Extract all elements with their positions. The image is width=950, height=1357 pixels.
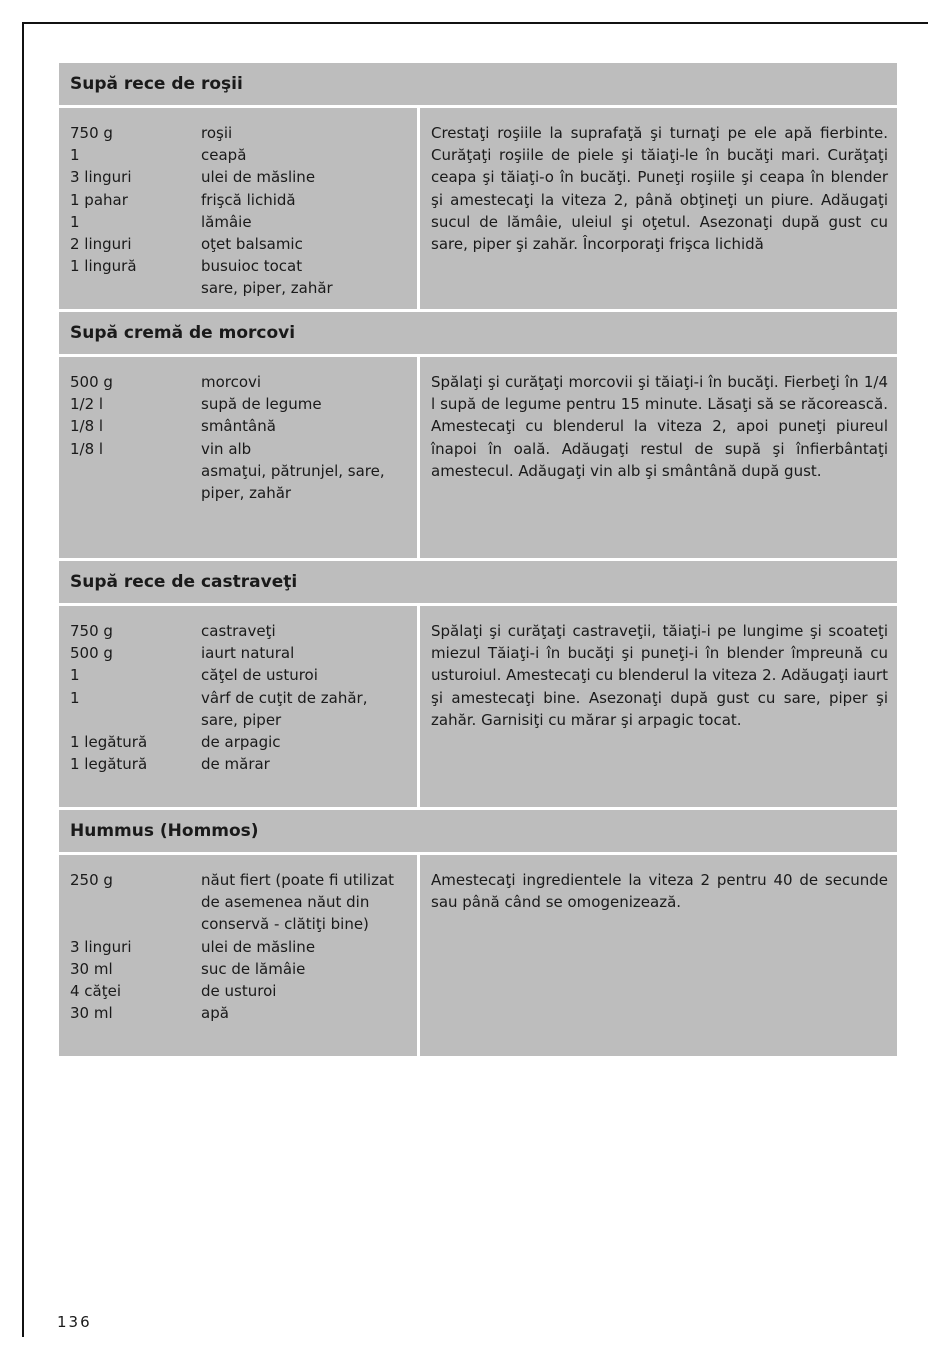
ingredient-name: ulei de măsline — [201, 168, 316, 187]
ingredient-quantity: 1 legătură — [70, 733, 148, 752]
ingredient-quantity: 30 ml — [70, 959, 113, 978]
ingredient-quantity: 30 ml — [70, 1004, 113, 1023]
recipe-card — [59, 63, 897, 309]
ingredient-row — [70, 189, 417, 211]
ingredient-quantity — [70, 277, 201, 299]
ingredient-name: vin alb — [201, 439, 252, 458]
ingredient-row — [70, 620, 417, 642]
ingredient-name: asmaţui, pătrunjel, sare, piper, zahăr — [201, 461, 385, 503]
ingredient-quantity: 1 — [70, 212, 80, 231]
ingredient-quantity: 1 — [70, 666, 80, 685]
page-number: 136 — [57, 1313, 92, 1331]
ingredient-name: supă de legume — [201, 395, 322, 414]
recipe-title: Supă rece de roşii — [59, 63, 897, 108]
ingredient-row — [70, 664, 417, 686]
directions-text: Spălaţi şi curăţaţi morcovii şi tăiaţi-i în bucăţi. Fierbeţi în 1/4 l supă de legume pentru 15 minute. Lăsaţi să se răcorească. Amestecaţi cu blenderul la viteza 2, apoi puneţi piureul înapoi în oală. Adăugaţi restul de supă şi înfierbântaţi amestecul. Adăugaţi vin alb şi smântână după gust. — [420, 357, 897, 558]
ingredient-row — [70, 1002, 417, 1024]
ingredient-quantity: 3 linguri — [70, 937, 132, 956]
ingredient-name: vârf de cuţit de zahăr, sare, piper — [201, 688, 368, 729]
ingredient-quantity: 500 g — [70, 644, 113, 663]
ingredient-quantity: 3 linguri — [70, 168, 132, 187]
ingredient-row — [70, 277, 417, 299]
recipe-card — [59, 810, 897, 1056]
ingredient-quantity: 1 — [70, 146, 80, 165]
ingredient-name: busuioc tocat — [201, 257, 303, 276]
ingredients-panel — [59, 357, 417, 558]
ingredient-name: oţet balsamic — [201, 235, 303, 254]
directions-text: Amestecaţi ingredientele la viteza 2 pentru 40 de secunde sau până când se omogenizează. — [420, 855, 897, 1056]
ingredient-quantity: 750 g — [70, 622, 113, 640]
ingredient-name: roşii — [201, 124, 233, 142]
ingredient-name: suc de lămâie — [201, 959, 306, 978]
ingredient-quantity — [70, 460, 201, 504]
ingredient-quantity: 4 căţei — [70, 982, 122, 1001]
ingredient-quantity: 250 g — [70, 871, 113, 889]
recipe-card — [59, 312, 897, 558]
ingredient-quantity: 1 — [70, 688, 80, 707]
recipe-card — [59, 561, 897, 807]
ingredients-panel — [59, 606, 417, 807]
ingredients-panel — [59, 855, 417, 1056]
recipe-title: Hummus (Hommos) — [59, 810, 897, 855]
ingredient-row — [70, 869, 417, 936]
ingredient-row — [70, 415, 417, 437]
ingredient-name: năut fiert (poate fi utilizat de asemenea năut din conservă - clătiţi bine) — [201, 871, 395, 934]
recipe-title: Supă cremă de morcovi — [59, 312, 897, 357]
ingredient-quantity: 1 lingură — [70, 257, 137, 276]
ingredient-name: frişcă lichidă — [201, 190, 296, 209]
ingredient-name: lămâie — [201, 212, 252, 231]
ingredient-name: de usturoi — [201, 982, 277, 1001]
ingredient-name: de arpagic — [201, 733, 281, 752]
ingredient-quantity: 2 linguri — [70, 235, 132, 254]
ingredient-row — [70, 460, 417, 504]
ingredient-row — [70, 980, 417, 1002]
top-border-line — [22, 22, 928, 24]
ingredient-name: apă — [201, 1004, 229, 1023]
ingredient-row — [70, 371, 417, 393]
ingredient-row — [70, 958, 417, 980]
ingredient-row — [70, 233, 417, 255]
ingredient-row — [70, 687, 417, 731]
ingredient-row — [70, 936, 417, 958]
ingredient-quantity: 1 legătură — [70, 755, 148, 774]
ingredient-quantity: 1/2 l — [70, 395, 104, 414]
ingredient-name: ceapă — [201, 146, 247, 165]
ingredient-quantity: 1/8 l — [70, 417, 104, 436]
ingredient-row — [70, 393, 417, 415]
ingredient-row — [70, 211, 417, 233]
ingredient-row — [70, 144, 417, 166]
directions-text: Spălaţi şi curăţaţi castraveţii, tăiaţi-i pe lungime şi scoateţi miezul Tăiaţi-i în bucăţi şi puneţi-i în blender împreună cu usturoiul. Amestecaţi cu blenderul la viteza 2. Adăugaţi iaurt şi amestecaţi bine. Asezonaţi după gust cu sare, piper şi zahăr. Garnisiţi cu mărar şi arpagic tocat. — [420, 606, 897, 807]
ingredient-name: smântână — [201, 417, 276, 436]
recipe-title: Supă rece de castraveţi — [59, 561, 897, 606]
ingredient-quantity: 750 g — [70, 124, 113, 142]
left-border-line — [22, 22, 24, 1337]
directions-text: Crestaţi roşiile la suprafaţă şi turnaţi pe ele apă fierbinte. Curăţaţi roşiile de piele şi tăiaţi-le în bucăţi mari. Curăţaţi ceapa şi tăiaţi-o în bucăţi. Puneţi roşiile şi ceapa în blender şi amestecaţi la viteza 2, până obţineţi un piure. Adăugaţi sucul de lămâie, uleiul şi oţetul. Asezonaţi după gust cu sare, piper şi zahăr. Încorporaţi frişca lichidă — [420, 108, 897, 309]
ingredient-name: iaurt natural — [201, 644, 295, 663]
ingredient-row — [70, 122, 417, 144]
ingredient-row — [70, 642, 417, 664]
ingredients-panel — [59, 108, 417, 309]
ingredient-name: de mărar — [201, 755, 270, 774]
recipe-list — [59, 63, 897, 1059]
ingredient-name: căţel de usturoi — [201, 666, 318, 685]
ingredient-quantity: 500 g — [70, 373, 113, 391]
ingredient-name: castraveţi — [201, 622, 276, 640]
ingredient-quantity: 1/8 l — [70, 439, 104, 458]
ingredient-name: morcovi — [201, 373, 262, 391]
ingredient-name: ulei de măsline — [201, 937, 316, 956]
ingredient-row — [70, 731, 417, 753]
ingredient-quantity: 1 pahar — [70, 190, 128, 209]
ingredient-row — [70, 166, 417, 188]
ingredient-row — [70, 255, 417, 277]
ingredient-row — [70, 438, 417, 460]
ingredient-name: sare, piper, zahăr — [201, 279, 333, 298]
ingredient-row — [70, 753, 417, 775]
